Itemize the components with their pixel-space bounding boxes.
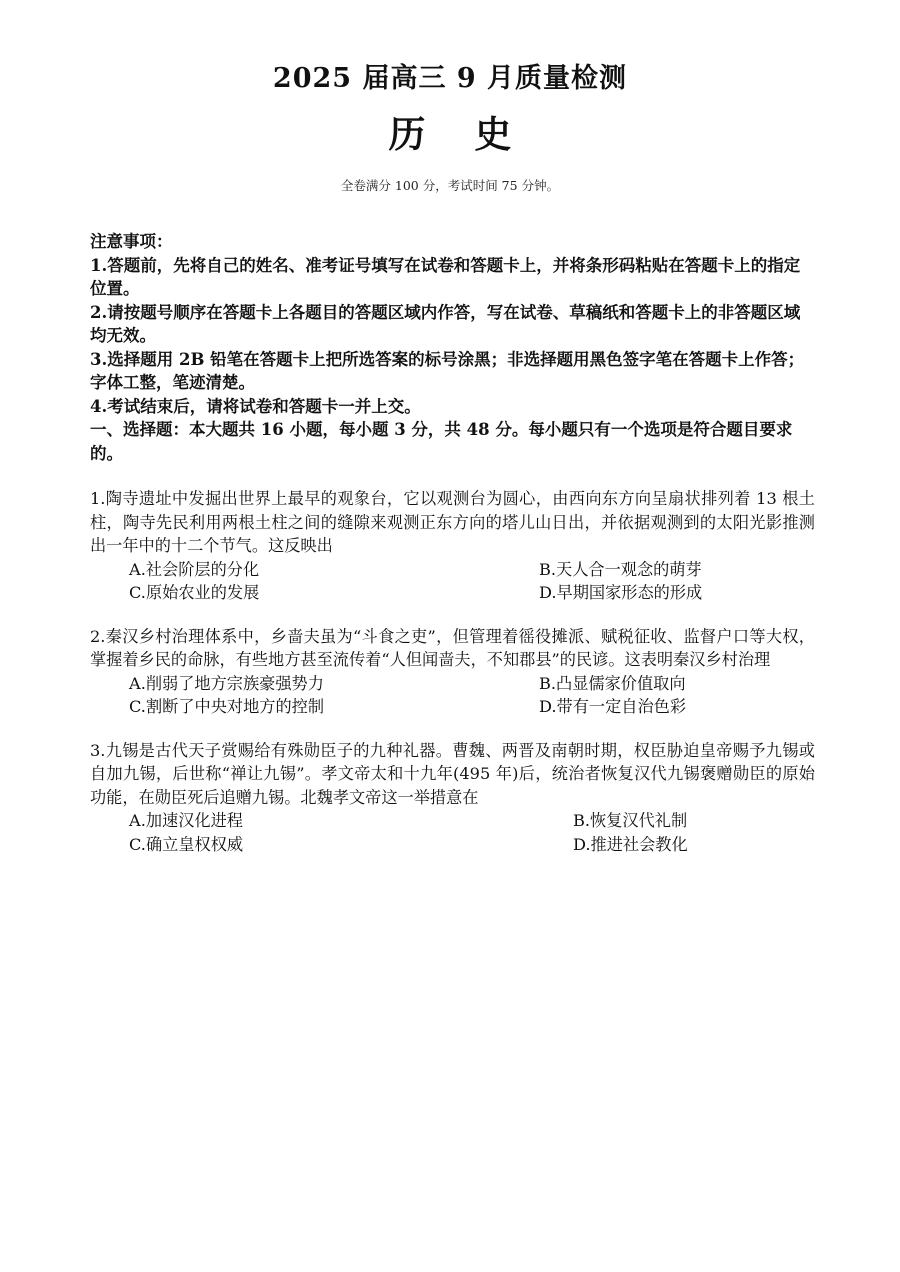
- instruction-item: 1.答题前，先将自己的姓名、准考证号填写在试卷和答题卡上，并将条形码粘贴在答题卡上的指定位置。: [90, 255, 801, 298]
- option-list: [90, 558, 815, 605]
- option-list: [90, 672, 815, 719]
- option-a: A.社会阶层的分化: [129, 559, 260, 579]
- option-c: C.原始农业的发展: [129, 583, 260, 602]
- option-d: D.推进社会教化: [573, 834, 688, 854]
- exam-info: 全卷满分 100 分，考试时间 75 分钟。: [340, 178, 560, 193]
- option-c: C.割断了中央对地方的控制: [129, 697, 325, 716]
- section-heading: 一、选择题：本大题共 16 小题，每小题 3 分，共 48 分。每小题只有一个选项是符合题目要求的。: [90, 420, 793, 463]
- instructions: [90, 230, 815, 465]
- option-a: A.加速汉化进程: [129, 811, 243, 830]
- question-stem: 3.九锡是古代天子赏赐给有殊勋臣子的九种礼器。曹魏、两晋及南朝时期，权臣胁迫皇帝赐予九锡或自加九锡，后世称“禅让九锡”。孝文帝太和十九年(495 年)后，统治者恢复汉代九锡褒赠勋臣的原始功能，在勋臣死后追赠九锡。北魏孝文帝这一举措意在: [90, 740, 815, 807]
- option-b: B.恢复汉代礼制: [573, 811, 688, 830]
- question-stem: 1.陶寺遗址中发掘出世界上最早的观象台，它以观测台为圆心，由西向东方向呈扇状排列着 13 根土柱，陶寺先民利用两根土柱之间的缝隙来观测正东方向的塔儿山日出，并依据观测到的太阳光影推测出一年中的十二个节气。这反映出: [90, 489, 815, 555]
- option-a: A.削弱了地方宗族豪强势力: [129, 673, 324, 693]
- option-d: D.早期国家形态的形成: [539, 583, 703, 602]
- instruction-item: 2.请按题号顺序在答题卡上各题目的答题区域内作答，写在试卷、草稿纸和答题卡上的非答题区域均无效。: [90, 302, 801, 345]
- option-d: D.带有一定自治色彩: [539, 697, 687, 716]
- option-c: C.确立皇权权威: [129, 834, 244, 854]
- option-b: B.凸显儒家价值取向: [539, 673, 686, 693]
- instructions-heading: 注意事项：: [90, 232, 173, 251]
- question-list: [90, 487, 815, 876]
- question-1: [90, 487, 815, 605]
- question-stem: 2.秦汉乡村治理体系中，乡啬夫虽为“斗食之吏”，但管理着徭役摊派、赋税征收、监督户口等大权，掌握着乡民的命脉，有些地方甚至流传着“人但闻啬夫，不知郡县”的民谚。这表明秦汉乡村治理: [90, 626, 815, 669]
- option-list: [90, 809, 815, 856]
- subject-title: 历 史: [388, 112, 530, 156]
- option-b: B.天人合一观念的萌芽: [539, 559, 702, 579]
- question-2: [90, 625, 815, 719]
- instruction-item: 4.考试结束后，请将试卷和答题卡一并上交。: [90, 396, 421, 416]
- instruction-item: 3.选择题用 2B 铅笔在答题卡上把所选答案的标号涂黑；非选择题用黑色签字笔在答题卡上作答；字体工整，笔迹清楚。: [90, 349, 805, 392]
- question-3: [90, 739, 815, 857]
- exam-title: 2025 届高三 9 月质量检测: [272, 63, 628, 94]
